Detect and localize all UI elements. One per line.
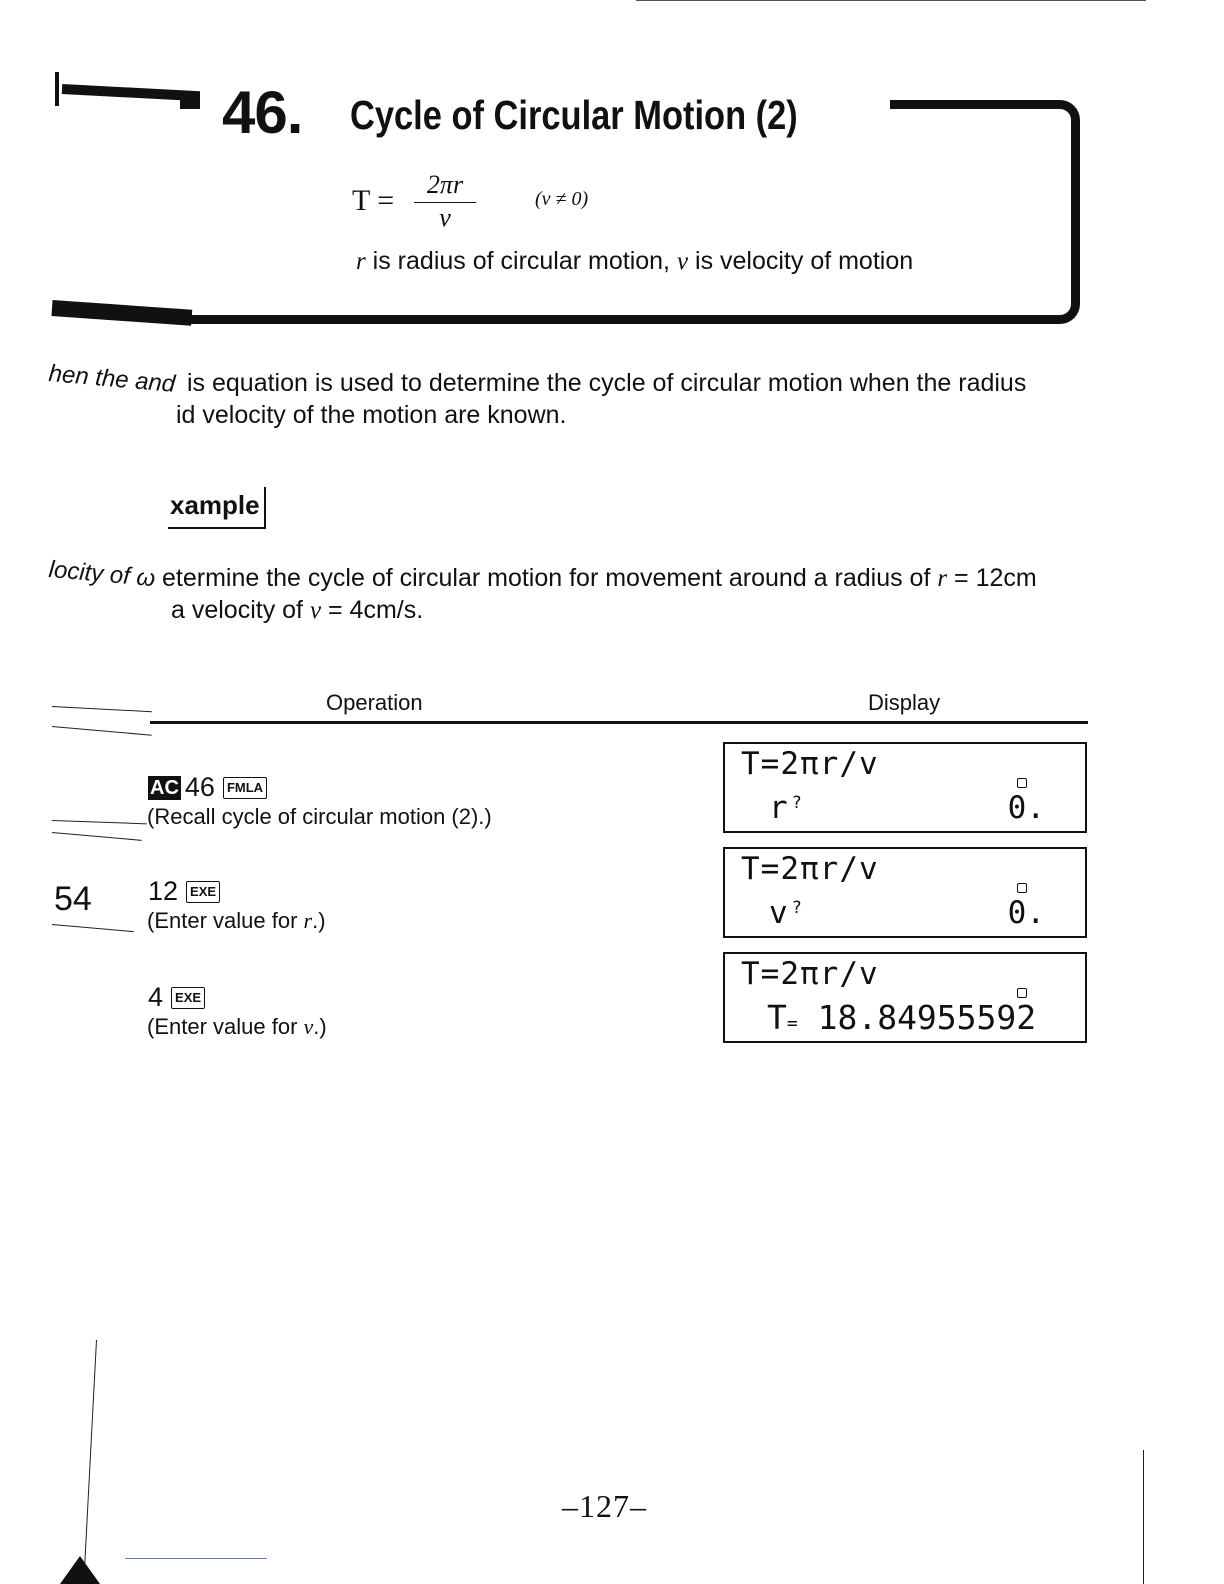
- margin-bleed-text: hen the and: [47, 360, 177, 398]
- var-r: r: [937, 565, 948, 592]
- exe-key: EXE: [186, 881, 220, 903]
- margin-bleed-text: locity of ω: [47, 556, 157, 593]
- value: = 4cm/s.: [321, 596, 424, 624]
- display-value: 0.: [1007, 895, 1045, 931]
- var-v: v: [303, 1014, 314, 1039]
- operation-note: [147, 1014, 327, 1040]
- example-label: xample: [170, 490, 260, 520]
- display-indicator: [1017, 883, 1027, 893]
- formula-lhs: T =: [352, 184, 395, 217]
- formula-numerator: 2πr: [414, 170, 476, 203]
- ac-key: AC: [150, 776, 179, 799]
- text: .): [312, 908, 326, 933]
- margin-line: [52, 924, 134, 932]
- operation-keys: [148, 876, 220, 907]
- top-rule: [636, 0, 1146, 1]
- margin-line: [1143, 1450, 1144, 1584]
- prompt-var: r: [769, 790, 788, 826]
- frame-bar: [55, 72, 59, 106]
- display-prompt: v ?: [769, 895, 802, 931]
- result-label: T: [767, 998, 787, 1037]
- var-v: v: [309, 597, 322, 624]
- var-r: r: [356, 248, 366, 275]
- column-header-operation: Operation: [326, 690, 423, 715]
- operation-note: (Recall cycle of circular motion (2).): [147, 804, 492, 829]
- calculator-display: [723, 742, 1087, 833]
- example-text: [162, 564, 1037, 593]
- calculator-display: [723, 952, 1087, 1043]
- margin-line: [52, 706, 152, 712]
- margin-line: [83, 1340, 97, 1580]
- fmla-key: FMLA: [223, 777, 267, 799]
- desc-text: is velocity of motion: [688, 247, 914, 275]
- text: (Enter value for: [147, 1014, 304, 1039]
- display-formula: T=2πr/v: [741, 746, 879, 782]
- display-formula: T=2πr/v: [741, 851, 879, 887]
- entry-digits: 4: [148, 982, 164, 1012]
- corner-mark: [60, 1556, 100, 1584]
- display-result: [767, 998, 1036, 1037]
- text: (Enter value for: [147, 908, 304, 933]
- paragraph-line: id velocity of the motion are known.: [176, 401, 567, 429]
- margin-line: [52, 726, 152, 736]
- text: etermine the cycle of circular motion for movement around a radius of: [162, 564, 938, 592]
- formula-denominator: v: [439, 203, 451, 232]
- result-value: 18.84955592: [817, 998, 1037, 1037]
- example-text: [171, 596, 423, 625]
- formula-fraction: [414, 170, 476, 233]
- result-eq: =: [786, 1013, 798, 1034]
- margin-page-number: 54: [54, 880, 92, 918]
- margin-line: [52, 820, 147, 824]
- display-prompt: r ?: [769, 790, 802, 826]
- table-rule: [150, 721, 1088, 724]
- section-number: 46.: [222, 79, 303, 146]
- bottom-rule: [125, 1558, 267, 1559]
- display-indicator: [1017, 778, 1027, 788]
- display-formula: T=2πr/v: [741, 956, 879, 992]
- operation-note: [147, 908, 326, 934]
- column-header-display: Display: [868, 690, 941, 715]
- entry-digits: 12: [148, 876, 179, 906]
- operation-keys: [148, 772, 267, 803]
- calculator-display: [723, 847, 1087, 938]
- formula-description: [356, 247, 913, 276]
- display-indicator: [1017, 988, 1027, 998]
- entry-digits: 46: [184, 772, 215, 802]
- exe-key: EXE: [171, 987, 205, 1009]
- formula-condition: (v ≠ 0): [535, 188, 589, 210]
- desc-text: is radius of circular motion,: [365, 247, 677, 275]
- paragraph-line: is equation is used to determine the cycle of circular motion when the radius: [187, 369, 1027, 397]
- text: .): [313, 1014, 327, 1039]
- operation-keys: [148, 982, 205, 1013]
- display-value: 0.: [1007, 790, 1045, 826]
- frame-bar: [51, 300, 192, 326]
- value: = 12cm: [947, 564, 1037, 592]
- margin-line: [52, 832, 142, 841]
- page-number: –127–: [562, 1488, 647, 1524]
- var-r: r: [303, 908, 313, 933]
- var-v: v: [676, 248, 689, 275]
- text: a velocity of: [171, 596, 310, 624]
- section-title: Cycle of Circular Motion (2): [350, 92, 798, 138]
- prompt-var: v: [769, 895, 788, 931]
